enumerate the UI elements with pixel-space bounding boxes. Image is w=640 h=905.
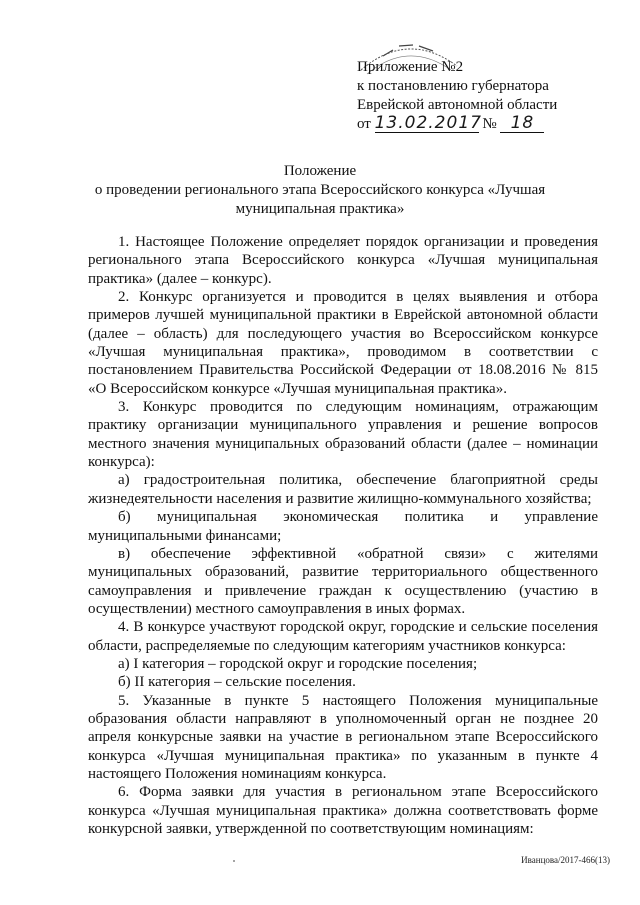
paragraph: 2. Конкурс организуется и проводится в целях выявления и отбора примеров лучшей муниципальной практики в Еврейской автономной области (далее – область) для последующего участия во Всероссийском конкурсе «Лучшая муниципальная практика», проводимом в соответствии с постановлением Правительства Российской Федерации от 18.08.2016 № 815 «О Всероссийском конкурсе «Лучшая муниципальная практика». <box>88 289 598 397</box>
appendix-resolution: к постановлению губернатора <box>357 78 549 94</box>
paragraph: а) градостроительная политика, обеспечение благоприятной среды жизнедеятельности населения и развитие жилищно-коммунального хозяйства; <box>88 472 598 507</box>
document-body <box>88 233 598 838</box>
paragraph: 6. Форма заявки для участия в региональном этапе Всероссийского конкурса «Лучшая муниципальная практика» должна соответствовать форме конкурсной заявки, утвержденной по соответствующим номинациям: <box>88 784 598 837</box>
appendix-header <box>357 58 627 134</box>
paragraph: 3. Конкурс проводится по следующим номинациям, отражающим практику организации муниципального управления и решение вопросов местного значения муниципальных образований области (далее – номинации конкурса): <box>88 399 598 471</box>
number-value: 18 <box>500 115 544 133</box>
appendix-number: Приложение №2 <box>357 59 464 75</box>
number-prefix: № <box>482 116 497 132</box>
paragraph: б) II категория – сельские поселения. <box>118 674 356 691</box>
footer-code: Иванцова/2017-466(13) <box>521 855 610 865</box>
paragraph: а) I категория – городской округ и городские поселения; <box>118 655 478 672</box>
appendix-region: Еврейской автономной области <box>357 97 558 113</box>
title-line-3: муниципальная практика» <box>235 201 405 217</box>
paragraph: 1. Настоящее Положение определяет порядок организации и проведения регионального этапа Всероссийского конкурса «Лучшая муниципальная практика» (далее – конкурс). <box>88 234 598 287</box>
paragraph: б) муниципальная экономическая политика и управление муниципальными финансами; <box>88 509 598 544</box>
document-title <box>0 162 640 219</box>
title-line-2: о проведении регионального этапа Всероссийского конкурса «Лучшая <box>94 182 546 198</box>
appendix-date-line <box>357 115 627 134</box>
date-prefix: от <box>357 116 371 132</box>
paragraph: в) обеспечение эффективной «обратной связи» с жителями муниципальных образований, развитие территориального общественного самоуправления и привлечение граждан к осуществлению (участию в осуществлении) местного самоуправления в иных формах. <box>88 545 598 617</box>
title-line-1: Положение <box>283 163 357 179</box>
date-value: 13.02.2017 <box>374 113 482 133</box>
paragraph: 4. В конкурсе участвуют городской округ, городские и сельские поселения области, распределяемые по следующим категориям участников конкурса: <box>88 619 598 654</box>
paragraph: 5. Указанные в пункте 5 настоящего Положения муниципальные образования области направляют в уполномоченный орган не позднее 20 апреля конкурсные заявки на участие в региональном этапе Всероссийского конкурса «Лучшая муниципальная практика» по указанным в пункте 4 настоящего Положения номинациям конкурса. <box>88 692 598 782</box>
scan-mark <box>233 860 235 862</box>
